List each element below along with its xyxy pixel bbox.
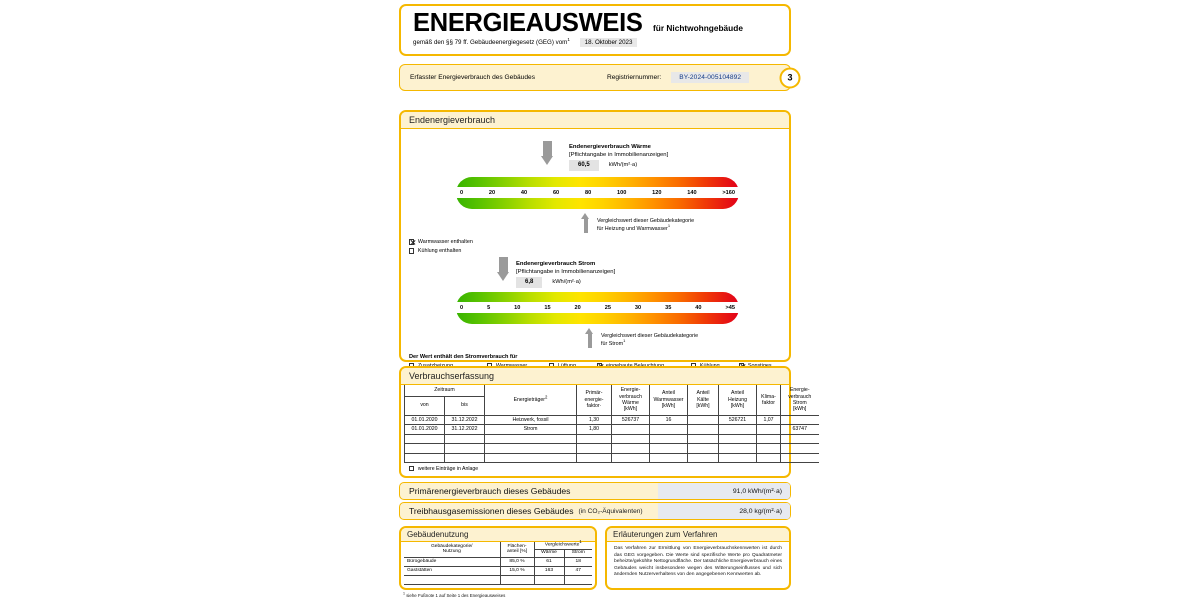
cell-pef [577, 434, 612, 444]
waerme-label-block [569, 143, 668, 171]
cell-anteil-warmwasser [650, 425, 688, 435]
cell-anteil [500, 575, 534, 584]
strom-comparison-label [601, 332, 698, 348]
title-row [413, 10, 779, 36]
law-reference [413, 38, 779, 47]
cell-verbrauch-waerme: 526737 [612, 415, 650, 425]
checkbox-kuehlung-enthalten[interactable] [409, 248, 414, 253]
cell-anteil-kaelte [688, 415, 719, 425]
strom-note: Der Wert enthält den Stromverbrauch für [409, 354, 518, 360]
th-primaerenergiefaktor: Primär- energie- faktor· [577, 385, 612, 415]
cell-anteil-kaelte [688, 434, 719, 444]
cell-verbrauch-waerme [612, 425, 650, 435]
page-title: ENERGIEAUSWEIS [413, 9, 643, 37]
gebaeudenutzung-title: Gebäudenutzung [401, 528, 595, 542]
weitere-eintraege-row[interactable] [404, 463, 786, 472]
erlaeuterungen-text: Das Verfahren zur Ermittlung von Energieverbrauchskennwerten ist durch das GEG vorgegeben. Die Werte sind spezifische Werte pro Quadratmeter beheizte/gekühlte Nettogrundfläche. Der tatsächliche Energieverbrauch eines Gebäudes weicht insbesondere wegen des Witterungseinflusses und sich ändernden Nutzerverhaltens von den angegebenen Kennwerten ab. [614, 546, 782, 578]
verbrauchserfassung-tbody [405, 415, 819, 463]
th-gebaeudekategorie: Gebäudekategorie/ Nutzung [404, 542, 500, 557]
cell-anteil-warmwasser [650, 444, 688, 454]
strom-tick-0: 0 [460, 304, 464, 311]
waerme-comparison-label [597, 217, 694, 233]
treibhausgasemissionen-label: Treibhausgasemissionen dieses Gebäudes [409, 506, 574, 516]
strom-value-row [516, 277, 615, 287]
th-anteil-warmwasser: Anteil Warmwasser [kWh] [650, 385, 688, 415]
cell-verbrauch-waerme [612, 444, 650, 454]
verbrauchserfassung-table-wrap [401, 385, 812, 472]
cell-pef: 1,80 [577, 425, 612, 435]
cell-anteil-heizung: 526721 [719, 415, 757, 425]
cell-anteil: 15,0 % [500, 566, 534, 575]
table-header-row-1 [405, 385, 819, 396]
treibhausgasemissionen-value: 28,0 kg/(m²·a) [658, 503, 790, 519]
cell-vergleich-waerme: 163 [534, 566, 564, 575]
table-row [405, 415, 819, 425]
waerme-comparison-line1: Vergleichswert dieser Gebäudekategorie [597, 218, 695, 224]
title-box [399, 4, 791, 56]
strom-tick-3: 15 [544, 304, 551, 311]
th-anteil-heizung: Anteil Heizung [kWh] [719, 385, 757, 415]
gebaeudenutzung-table-wrap [401, 539, 595, 585]
label-kuehlung-enthalten: Kühlung enthalten [417, 248, 462, 254]
cell-anteil-kaelte [688, 444, 719, 454]
table-row [405, 425, 819, 435]
list-item [404, 566, 592, 575]
cell-von: 01.01.2020 [405, 415, 445, 425]
waerme-tick-0: 0 [460, 189, 464, 196]
cell-anteil-kaelte [688, 425, 719, 435]
erlaeuterungen-title: Erläuterungen zum Verfahren [607, 528, 789, 542]
energieausweis-sheet [395, 0, 812, 600]
waerme-tick-6: 120 [652, 189, 662, 196]
cell-verbrauch-strom [781, 453, 819, 463]
waerme-tick-5: 100 [616, 189, 627, 196]
strom-tick-4: 20 [574, 304, 581, 311]
cell-anteil: 85,0 % [500, 557, 534, 566]
registration-label: Erfasster Energieverbrauch des Gebäudes [410, 74, 535, 81]
title-subtitle: für Nichtwohngebäude [653, 23, 743, 33]
th-bis: bis [445, 396, 485, 415]
th-energieverbrauch-strom: Energie- verbrauch Strom [kWh] [781, 385, 819, 415]
cell-pef [577, 444, 612, 454]
cell-klimafaktor: 1,07 [757, 415, 781, 425]
th-vergleichswerte-text: Vergleichswerte [544, 542, 580, 548]
cell-von: 01.01.2020 [405, 425, 445, 435]
strom-comparison-arrow [585, 328, 594, 348]
cell-energietraeger [485, 453, 577, 463]
strom-tick-8: 40 [695, 304, 702, 311]
strom-value-arrow [497, 257, 510, 281]
table-row [405, 444, 819, 454]
th-energietraeger-text: Energieträger [513, 396, 545, 403]
cell-anteil-heizung [719, 453, 757, 463]
cell-verbrauch-waerme [612, 453, 650, 463]
cell-verbrauch-strom [781, 434, 819, 444]
nutz-header-row-1 [404, 542, 592, 549]
verbrauchserfassung-title: Verbrauchserfassung [401, 368, 789, 385]
waerme-comparison-line2-text: für Heizung und Warmwasser [597, 226, 668, 232]
endenergieverbrauch-title: Endenergieverbrauch [401, 112, 789, 129]
cell-klimafaktor [757, 444, 781, 454]
strom-tick-7: 35 [665, 304, 672, 311]
page-footnote: $^1$ siehe Fußnote 1 auf Seite 1 des Energieausweises [403, 591, 506, 598]
label-warmwasser-enthalten: Warmwasser enthalten [417, 239, 473, 245]
waerme-scale [456, 187, 739, 198]
strom-tick-5: 25 [604, 304, 611, 311]
cell-bis [445, 444, 485, 454]
waerme-value: 60,5 [569, 160, 599, 170]
strom-scale [456, 302, 739, 313]
cell-bis [445, 434, 485, 444]
waerme-tick-8: >160 [722, 189, 735, 196]
waerme-unit: kWh/(m²·a) [608, 162, 638, 169]
waerme-comparison-arrow [581, 213, 590, 233]
page-number-badge: 3 [780, 67, 801, 88]
strom-comparison-line2-text: für Strom [601, 341, 624, 347]
verbrauchserfassung-table [404, 385, 819, 463]
cell-von [405, 453, 445, 463]
cell-kategorie: Gaststätten [404, 566, 500, 575]
cell-vergleich-strom [564, 575, 592, 584]
strom-label-block [516, 260, 615, 288]
cell-vergleich-waerme [534, 575, 564, 584]
checkbox-weitere-eintraege[interactable] [409, 466, 414, 471]
cell-energietraeger: Heizwerk, fossil [485, 415, 577, 425]
waerme-label-line1: Endenergieverbrauch Wärme [569, 144, 651, 150]
cell-verbrauch-strom [781, 444, 819, 454]
law-prefix: gemäß den §§ 79 ff. Gebäudeenergiegesetz (GEG) vom [413, 39, 568, 46]
cell-klimafaktor [757, 453, 781, 463]
cell-kategorie [404, 575, 500, 584]
registration-number-value: BY-2024-005104892 [671, 72, 749, 83]
include-warmwasser-row[interactable] [409, 239, 473, 245]
strom-tick-9: >45 [725, 304, 735, 311]
cell-energietraeger [485, 444, 577, 454]
cell-bis: 31.12.2022 [445, 415, 485, 425]
cell-von [405, 434, 445, 444]
label-weitere-eintraege: weitere Einträge in Anlage [417, 465, 479, 472]
waerme-tick-7: 140 [687, 189, 697, 196]
cell-anteil-warmwasser: 16 [650, 415, 688, 425]
cell-vergleich-waerme: 61 [534, 557, 564, 566]
primaerenergieverbrauch-value: 91,0 kWh/(m²·a) [658, 483, 790, 499]
table-row [405, 453, 819, 463]
law-date: 18. Oktober 2023 [580, 38, 638, 47]
page-footnote-text: siehe Fußnote 1 auf Seite 1 des Energieausweises [406, 593, 506, 598]
include-kuehlung-row[interactable] [409, 248, 461, 254]
gebaeudenutzung-tbody [404, 557, 592, 584]
cell-anteil-warmwasser [650, 453, 688, 463]
endenergieverbrauch-panel [399, 110, 791, 362]
cell-von [405, 444, 445, 454]
cell-verbrauch-waerme [612, 434, 650, 444]
registration-bar [399, 64, 791, 91]
strom-value: 6,8 [516, 277, 542, 287]
waerme-tick-2: 40 [520, 189, 528, 196]
waerme-tick-1: 20 [488, 189, 496, 196]
cell-energietraeger: Strom [485, 425, 577, 435]
cell-pef [577, 453, 612, 463]
th-energieverbrauch-waerme: Energie- verbrauch Wärme [kWh] [612, 385, 650, 415]
waerme-value-row [569, 160, 668, 170]
strom-tick-2: 10 [514, 304, 521, 311]
th-klimafaktor: Klima- faktor [757, 385, 781, 415]
checkbox-warmwasser-enthalten[interactable] [409, 239, 414, 244]
th-vergleichswerte: Vergleichswerte$^1$ [534, 542, 592, 549]
strom-tick-1: 5 [487, 304, 491, 311]
th-vergleich-waerme: Wärme [534, 549, 564, 557]
table-row [405, 434, 819, 444]
treibhausgasemissionen-bar [399, 502, 791, 520]
cell-bis [445, 453, 485, 463]
strom-label-line1: Endenergieverbrauch Strom [516, 261, 596, 267]
list-item [404, 557, 592, 566]
list-item [404, 575, 592, 584]
registration-number-label: Registriernummer: [607, 74, 662, 81]
primaerenergieverbrauch-bar [399, 482, 791, 500]
strom-label-line2: [Pflichtangabe in Immobilienanzeigen] [516, 269, 616, 276]
cell-anteil-heizung [719, 434, 757, 444]
th-von: von [405, 396, 445, 415]
cell-verbrauch-strom: 63747 [781, 425, 819, 435]
cell-vergleich-strom: 47 [564, 566, 592, 575]
cell-verbrauch-strom [781, 415, 819, 425]
verbrauchserfassung-panel [399, 366, 812, 478]
strom-tick-6: 30 [634, 304, 642, 311]
waerme-label-line2: [Pflichtangabe in Immobilienanzeigen] [569, 152, 669, 159]
waerme-comparison-line2: für Heizung und Warmwasser$^1$ [597, 223, 671, 232]
th-anteil-kaelte: Anteil Kälte [kWh] [688, 385, 719, 415]
strom-unit: kWh/(m²·a) [552, 279, 581, 286]
waerme-tick-3: 60 [552, 189, 560, 196]
cell-kategorie: Bürogebäude [404, 557, 500, 566]
cell-bis: 31.12.2022 [445, 425, 485, 435]
erlaeuterungen-panel [605, 526, 791, 590]
strom-comparison-line1: Vergleichswert dieser Gebäudekategorie [601, 333, 699, 339]
th-vergleich-strom: Strom [564, 549, 592, 557]
cell-klimafaktor [757, 425, 781, 435]
cell-anteil-heizung [719, 425, 757, 435]
strom-comparison-line2: für Strom$^1$ [601, 338, 626, 347]
cell-klimafaktor [757, 434, 781, 444]
treibhausgasemissionen-sublabel: (in CO₂-Äquivalenten) [578, 507, 643, 515]
waerme-value-arrow [541, 141, 554, 165]
cell-energietraeger [485, 434, 577, 444]
law-footnote-marker: 1 [567, 36, 570, 42]
gebaeudenutzung-panel [399, 526, 597, 590]
th-flaechenanteil: Flächen- anteil [%] [500, 542, 534, 557]
waerme-tick-4: 80 [584, 189, 592, 196]
gebaeudenutzung-table [404, 539, 592, 585]
cell-pef: 1,30 [577, 415, 612, 425]
th-zeitraum: Zeitraum [405, 385, 485, 396]
th-energietraeger: Energieträger$^2$ [485, 385, 577, 415]
primaerenergieverbrauch-label: Primärenergieverbrauch dieses Gebäudes [409, 486, 571, 496]
cell-vergleich-strom: 18 [564, 557, 592, 566]
cell-anteil-heizung [719, 444, 757, 454]
cell-anteil-warmwasser [650, 434, 688, 444]
cell-anteil-kaelte [688, 453, 719, 463]
